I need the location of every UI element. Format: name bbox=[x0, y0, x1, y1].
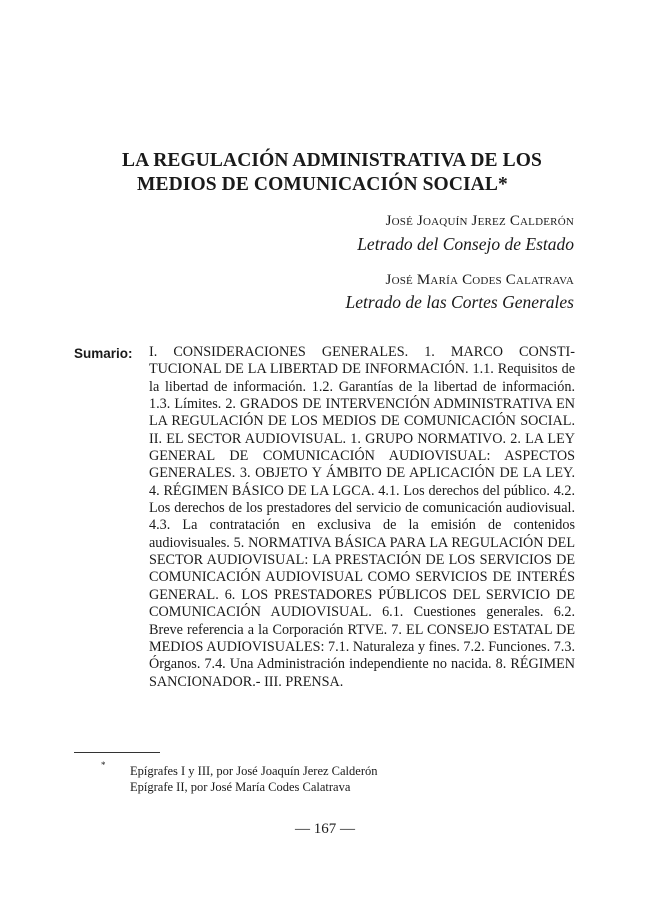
page-number: — 167 — bbox=[295, 821, 355, 837]
sumario-label: Sumario: bbox=[74, 346, 133, 361]
author-2-name: José María Codes Calatrava bbox=[385, 272, 574, 288]
sumario-text: I. CONSIDERACIONES GENERALES. 1. MARCO CONSTITUCIONAL DE LA LIBERTAD DE INFORMACIÓN. 1.1. Requisitos de la libertad de información. 1.2. Garantías de la libertad de información. 1.3. Límites. 2. GRADOS DE INTERVENCIÓN ADMINISTRATIVA EN LA REGULACIÓN DE LOS MEDIOS DE COMUNICACIÓN SOCIAL. II. EL SECTOR AUDIOVISUAL. 1. GRUPO NORMATIVO. 2. LA LEY GENERAL DE COMUNICACIÓN AUDIOVISUAL: ASPECTOS GENERALES. 3. OBJETO Y ÁMBITO DE APLICACIÓN DE LA LEY. 4. RÉGIMEN BÁSICO DE LA LGCA. 4.1. Los derechos del público. 4.2. Los derechos de los prestadores del servicio de comunicación audiovisual. 4.3. La contratación en exclusiva de la emisión de contenidos audiovisuales. 5. NORMATIVA BÁSICA PARA LA REGULACIÓN DEL SECTOR AUDIOVISUAL: LA PRESTACIÓN DE LOS SERVICIOS DE COMUNICACIÓN AUDIOVISUAL COMO SERVICIOS DE INTERÉS GENERAL. 6. LOS PRESTADORES PÚBLICOS DEL SERVICIO DE COMUNICACIÓN AUDIOVISUAL. 6.1. Cuestiones generales. 6.2. Breve referencia a la Corporación RTVE. 7. EL CONSEJO ESTATAL DE MEDIOS AUDIOVISUALES: 7.1. Naturaleza y fines. 7.2. Funciones. 7.3. Órganos. 7.4. Una Administración independiente no nacida. 8. RÉGIMEN SANCIONADOR.- III. PRENSA. bbox=[149, 344, 575, 690]
author-1-name: José Joaquín Jerez Calderón bbox=[385, 213, 574, 229]
footnote-line-2: Epígrafe II, por José María Codes Calatrava bbox=[130, 780, 351, 794]
article-title-line-1: LA REGULACIÓN ADMINISTRATIVA DE LOS bbox=[122, 150, 542, 171]
footnote-mark: * bbox=[101, 760, 106, 770]
footnote-divider bbox=[74, 752, 160, 753]
author-2-role: Letrado de las Cortes Generales bbox=[345, 292, 574, 312]
footnote-line-1: Epígrafes I y III, por José Joaquín Jerez Calderón bbox=[130, 764, 378, 778]
author-1-role: Letrado del Consejo de Estado bbox=[357, 234, 574, 254]
article-title bbox=[122, 149, 582, 197]
article-title-line-2: MEDIOS DE COMUNICACIÓN SOCIAL* bbox=[137, 174, 508, 195]
